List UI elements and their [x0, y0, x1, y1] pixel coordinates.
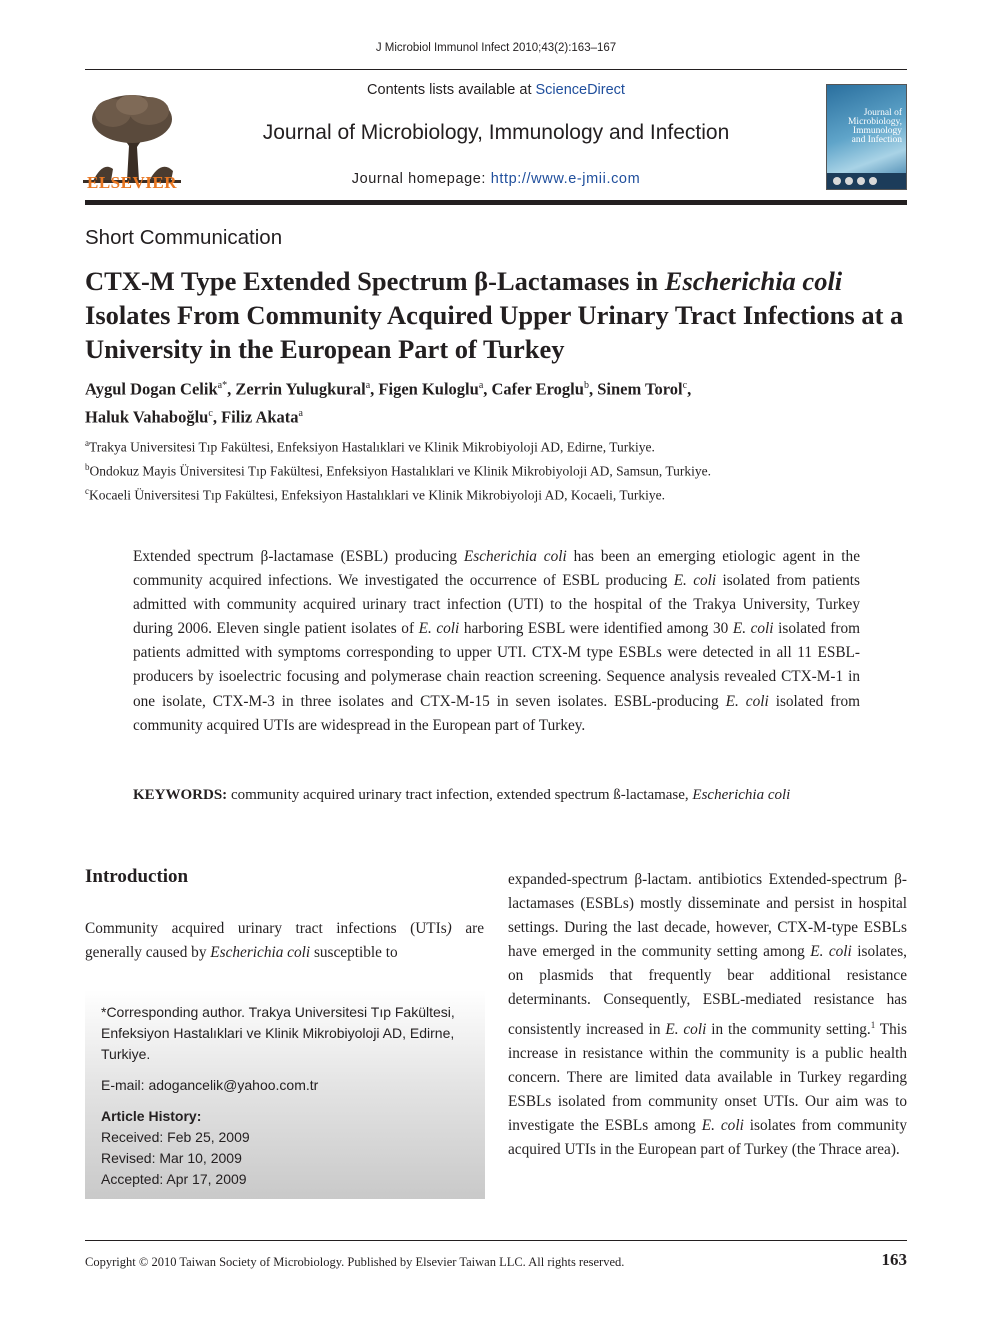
keywords-italic: Escherichia coli — [692, 787, 791, 803]
intro-text: isolates from community acquired UTIs in the European part of Turkey (the Thrace area). — [508, 1117, 907, 1159]
cover-dot-icon — [845, 177, 853, 185]
introduction-left-text — [85, 917, 484, 965]
cover-dot-icon — [857, 177, 865, 185]
intro-text: isolates, on plasmids that frequently bear additional resistance determinants. Consequently, ESBL-mediated resistance has consistently increased in — [508, 943, 907, 1038]
author-sup: b — [583, 380, 589, 391]
intro-text: This increase in resistance within the community is a public health concern. There are limited data available in Turkey regarding ESBLs isolated from community onset UTIs. Our aim was to investigate the ESBLs among — [508, 1020, 907, 1135]
author-list: Aygul Dogan Celik$^{a*}$, Zerrin Yulugkural$^a$, Figen Kuloglu$^a$, Cafer Eroglu$^b$, Sinem Torol$^c$, Haluk Vahaboğlu$^c$, Filiz Akata$^a$ — [85, 379, 692, 426]
intro-text: Community acquired urinary tract infections (UTIs — [85, 920, 447, 937]
abstract-text: isolated from patients admitted with community acquired urinary tract infection (UTI) to the hospital of the Trakya University, Turkey during 2006. Eleven single patient isolates of — [133, 572, 860, 638]
article-title — [85, 264, 915, 366]
abstract-italic: E. coli — [732, 620, 774, 638]
header-thick-rule — [85, 200, 907, 205]
intro-text: susceptible to — [310, 944, 398, 961]
affiliation-text: Ondokuz Mayis Üniversitesi Tıp Fakültesi, Enfeksiyon Hastalıklari ve Klinik Mikrobiyoloji AD, Samsun, Turkiye. — [89, 463, 711, 479]
title-part: CTX-M Type Extended Spectrum β-Lactamases in — [85, 266, 665, 296]
reference-sup[interactable]: 1 — [870, 1019, 876, 1030]
title-italic: Escherichia coli — [664, 266, 843, 296]
author-name: Aygul Dogan Celik — [85, 379, 218, 399]
author-name: Haluk Vahaboğlu — [85, 407, 209, 426]
cover-dot-icon — [869, 177, 877, 185]
history-received: Received: Feb 25, 2009 — [101, 1129, 250, 1145]
title-part: Isolates From Community Acquired Upper Urinary Tract Infections at a University in the European Part of Turkey — [85, 300, 904, 364]
affiliation-sup: a — [85, 438, 89, 448]
cover-title-line: Microbiology, — [847, 117, 902, 127]
correspondence-box — [85, 990, 485, 1199]
cover-title-line: Journal of — [863, 108, 902, 118]
affiliation — [85, 457, 711, 482]
homepage-prefix: Journal homepage: — [351, 171, 491, 187]
intro-text: are generally caused by — [85, 920, 484, 961]
author-name: Zerrin Yulugkural — [235, 379, 366, 399]
corresponding-email[interactable]: E-mail: adogancelik@yahoo.com.tr — [101, 1077, 319, 1093]
abstract-italic: E. coli — [725, 692, 769, 710]
intro-text: in the community setting. — [706, 1020, 871, 1038]
abstract-text: has been an emerging etiologic agent in the community acquired infections. We investigated the occurrence of ESBL producing — [133, 548, 860, 590]
author-name: Filiz Akata — [221, 407, 299, 426]
copyright-notice: Copyright © 2010 Taiwan Society of Microbiology. Published by Elsevier Taiwan LLC. All rights reserved. — [85, 1255, 625, 1269]
cover-strip — [827, 173, 906, 189]
affiliation-sup: c — [85, 486, 89, 496]
keywords-text: community acquired urinary tract infection, extended spectrum ß-lactamase, — [227, 787, 693, 803]
abstract-italic: Escherichia coli — [463, 548, 567, 565]
keywords-label: KEYWORDS: — [133, 787, 228, 803]
intro-italic: E. coli — [665, 1020, 707, 1038]
abstract — [133, 545, 860, 738]
abstract-text: Extended spectrum β-lactamase (ESBL) producing — [133, 548, 464, 565]
cover-dot-icon — [833, 177, 841, 185]
author-sup: c — [208, 407, 213, 419]
sciencedirect-link[interactable]: ScienceDirect — [535, 82, 625, 98]
author-sup: a* — [217, 380, 228, 391]
abstract-text: isolated from patients admitted with symptoms corresponding to upper UTI. CTX-M type ESBLs were detected in all 11 ESBL-producers by isoelectric focusing and polymerase chain reaction screening. Sequence analysis revealed CTX-M-1 in one isolate, CTX-M-3 in three isolates and CTX-M-15 in seven isolates. ESBL-producing — [133, 620, 861, 710]
author-name: Cafer Eroglu — [491, 379, 584, 399]
section-type: Short Communication — [85, 226, 283, 249]
publisher-logo-text: ELSEVIER — [87, 173, 177, 192]
author-sup: a — [298, 407, 303, 419]
journal-citation: J Microbiol Immunol Infect 2010;43(2):163–167 — [375, 42, 617, 54]
introduction-right-text — [508, 868, 907, 1162]
footer-rule — [85, 1240, 907, 1241]
intro-italic: ) — [446, 920, 452, 937]
intro-italic: E. coli — [810, 943, 852, 961]
author-name: Figen Kuloglu — [378, 379, 479, 399]
intro-italic: E. coli — [701, 1117, 744, 1135]
journal-name: Journal of Microbiology, Immunology and Infection — [262, 121, 730, 144]
author-sup: c — [682, 380, 688, 391]
abstract-text: isolated from community acquired UTIs are widespread in the European part of Turkey. — [133, 692, 860, 734]
journal-cover-image — [826, 84, 907, 190]
history-accepted: Accepted: Apr 17, 2009 — [101, 1171, 247, 1187]
intro-text: expanded-spectrum β-lactam. antibiotics Extended-spectrum β-lactamases (ESBLs) mostly disseminate and persist in hospital settings. During the last decade, however, CTX-M-type ESBLs have emerged in the community setting among — [508, 871, 907, 961]
contents-prefix: Contents lists available at — [367, 82, 536, 98]
cover-title-line: Immunology — [852, 126, 902, 136]
author-sup: a — [365, 380, 371, 391]
affiliation-text: Kocaeli Üniversitesi Tıp Fakültesi, Enfeksiyon Hastalıklari ve Klinik Mikrobiyoloji AD, Kocaeli, Turkiye. — [89, 487, 666, 503]
cover-title — [833, 109, 902, 145]
affiliation-text: Trakya Universitesi Tıp Fakültesi, Enfeksiyon Hastalıklari ve Klinik Mikrobiyoloji AD, Edirne, Turkiye. — [89, 439, 655, 455]
author-name: Sinem Torol — [597, 379, 683, 399]
page-number: 163 — [881, 1250, 907, 1269]
abstract-text: harboring ESBL were identified among 30 — [459, 620, 733, 638]
abstract-italic: E. coli — [673, 572, 717, 590]
article-history-label: Article History: — [101, 1108, 202, 1124]
keywords — [133, 787, 893, 804]
homepage-link[interactable]: http://www.e-jmii.com — [490, 171, 641, 187]
intro-italic: Escherichia coli — [210, 944, 311, 961]
abstract-italic: E. coli — [418, 620, 460, 638]
header-rule — [85, 69, 907, 70]
affiliation-sup: b — [85, 462, 90, 472]
cover-title-line: and Infection — [851, 135, 902, 145]
author-sup: a — [478, 380, 484, 391]
affiliation — [85, 433, 655, 458]
history-revised: Revised: Mar 10, 2009 — [101, 1150, 242, 1166]
affiliation — [85, 481, 665, 506]
introduction-heading: Introduction — [85, 866, 189, 887]
corresponding-author-note: *Corresponding author. Trakya Universitesi Tıp Fakültesi, Enfeksiyon Hastalıklari ve Klinik Mikrobiyoloji AD, Edirne, Turkiye. — [101, 1004, 455, 1062]
